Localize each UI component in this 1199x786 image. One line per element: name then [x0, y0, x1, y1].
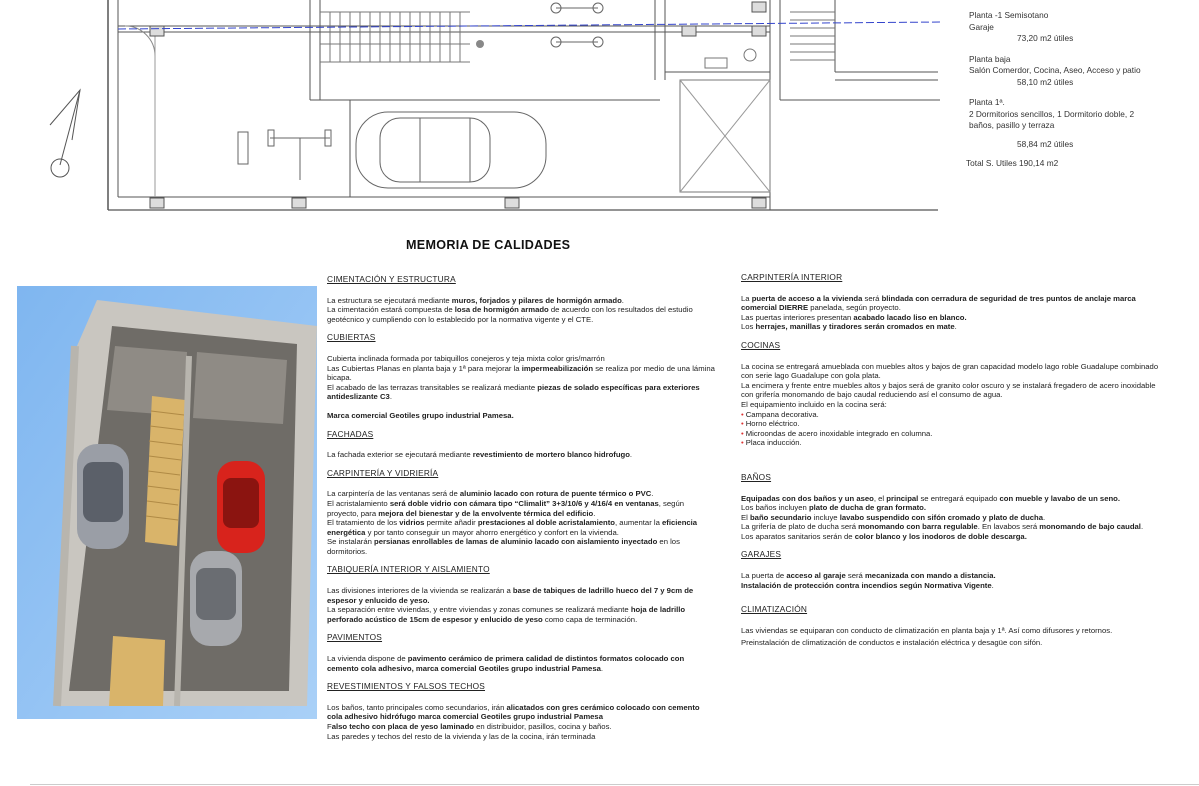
- right-column: [741, 273, 1161, 648]
- section-pavimentos-title: PAVIMENTOS: [327, 632, 383, 643]
- cubiertas-paragraph-3: El acabado de las terrazas transitables se realizará mediante piezas de solado específicas para exteriores antideslizante C3.: [327, 382, 700, 402]
- section-fachadas-title: FACHADAS: [327, 428, 374, 439]
- planta-primera: Planta 1ª.: [969, 97, 1005, 107]
- fachadas-paragraph: La fachada exterior se ejecutará mediante revestimiento de mortero blanco hidrofugo.: [327, 450, 633, 460]
- red-car-icon: [217, 461, 265, 553]
- garajes-paragraph-2: Instalación de protección contra incendios según Normativa Vigente.: [741, 580, 994, 590]
- section-cocinas-title: COCINAS: [741, 339, 781, 350]
- banos-paragraph-2: Los baños incluyen plato de ducha de gran formato.: [741, 503, 926, 513]
- grey-car-icon: [77, 444, 129, 549]
- pavimentos-paragraph: La vivienda dispone de pavimento cerámico de primera calidad de distintos formatos colocado con cemento cola adhesivo, marca comercial Geotiles grupo industrial Pamesa.: [327, 654, 685, 673]
- cocinas-paragraph-1: La cocina se entregará amueblada con muebles altos y bajos de gran capacidad modelo lago roble Guadalupe combinado con serie lago Guadalupe con gola plata.: [741, 361, 1159, 381]
- revestimientos-paragraph-3: Las paredes y techos del resto de la vivienda y las de la cocina, irán terminada: [327, 731, 596, 741]
- total-surface: Total S. Utiles 190,14 m2: [966, 158, 1059, 168]
- planta-primera-desc-2: baños, pasillo y terraza: [969, 120, 1055, 130]
- carpinteria-paragraph-3: El tratamiento de los vidrios permite añadir prestaciones al doble acristalamiento, aumentar la eficiencia energética y por tanto conseguir un mayor ahorro energético y confort en la vivienda.: [327, 518, 698, 537]
- cocinas-paragraph-3: El equipamiento incluido en la cocina será:: [741, 399, 887, 409]
- left-column: [327, 275, 716, 741]
- carpinteria-interior-paragraph-1: La puerta de acceso a la vivienda será blindada con cerradura de seguridad de tres puntos de anclaje marca comercial DIERRE panelada, según proyecto.: [741, 293, 1136, 313]
- planta-baja-desc: Salón Comerdor, Cocina, Aseo, Acceso y patio: [969, 65, 1141, 75]
- carpinteria-interior-paragraph-2: Las puertas interiores presentan acabado lacado liso en blanco.: [741, 312, 967, 322]
- cimentacion-paragraph-1: La estructura se ejecutará mediante muros, forjados y pilares de hormigón armado.: [327, 295, 624, 305]
- m2-primera: 58,84 m2 útiles: [1017, 138, 1074, 149]
- m2-baja: 58,10 m2 útiles: [1017, 76, 1074, 87]
- bottom-divider: [30, 784, 1199, 785]
- carpinteria-paragraph-4: Se instalarán persianas enrollables de lamas de aluminio lacado con aislamiento inyectado en los dormitorios.: [327, 537, 680, 556]
- carpinteria-paragraph-2: El acristalamiento será doble vidrio con cámara tipo “Climalit” 3+3/10/6 y 4/16/4 en ventanas, según proyecto, para mejora del bienestar y de la envolvente térmica del edificio.: [327, 498, 684, 518]
- cocina-item: • Placa inducción.: [741, 438, 802, 448]
- banos-paragraph-3: El baño secundario incluye lavabo suspendido con sifón cromado y plato de ducha.: [741, 512, 1046, 522]
- climatizacion-paragraph-1: Las viviendas se equiparan con conducto de climatización en planta baja y 1ª. Así como difusores y retornos.: [741, 625, 1113, 635]
- garajes-paragraph-1: La puerta de acceso al garaje será mecanizada con mando a distancia.: [741, 571, 996, 581]
- carpinteria-paragraph-1: La carpintería de las ventanas será de aluminio lacado con rotura de puente térmico o PVC.: [327, 489, 654, 499]
- planta-baja: Planta baja: [969, 53, 1011, 64]
- planta-sotano: Planta -1 Semisotano: [969, 10, 1049, 20]
- cubiertas-paragraph-2: Las Cubiertas Planas en planta baja y 1ª para mejorar la impermeabilización se realiza por medio de una lámina bicapa.: [327, 363, 715, 383]
- section-climatizacion-title: CLIMATIZACIÓN: [741, 604, 808, 615]
- tabiqueria-paragraph-1: Las divisiones interiores de la vivienda se realizarán a base de tabiques de ladrillo hueco del 7 y 9cm de espesor y enlucido de yeso.: [327, 586, 694, 605]
- section-tabiqueria-title: TABIQUERÍA INTERIOR Y AISLAMIENTO: [327, 564, 490, 575]
- revestimientos-paragraph-1: Los baños, tanto principales como secundarios, irán alicatados con gres cerámico colocado con cemento cola adhesivo hidrófugo marca comercial Geotiles grupo industrial Pamesa: [327, 702, 700, 722]
- revestimientos-paragraph-2: Falso techo con placa de yeso laminado en distribuidor, pasillos, cocina y baños.: [327, 722, 612, 731]
- planta-primera-desc: 2 Dormitorios sencillos, 1 Dormitorio doble, 2: [969, 108, 1135, 119]
- cocinas-paragraph-2: La encimera y frente entre muebles altos y bajos será de granito color oscuro y se instalará fregadero de acero inoxidable con grifería monomando de bajo caudal reduciendo así el consumo de agua.: [741, 380, 1156, 400]
- page-title: MEMORIA DE CALIDADES: [406, 238, 571, 252]
- cubiertas-brand: Marca comercial Geotiles grupo industrial Pamesa.: [327, 410, 514, 420]
- garage-3d-render: [17, 286, 317, 719]
- section-carpinteria-vidrieria-title: CARPINTERÍA Y VIDRIERÍA: [327, 467, 439, 478]
- section-garajes-title: GARAJES: [741, 549, 782, 560]
- section-cubiertas-title: CUBIERTAS: [327, 332, 376, 343]
- carpinteria-interior-paragraph-3: Los herrajes, manillas y tiradores serán cromados en mate.: [741, 322, 957, 332]
- cocina-item: • Horno eléctrico.: [741, 419, 800, 429]
- cocina-item: • Microondas de acero inoxidable integrado en columna.: [741, 428, 933, 438]
- banos-paragraph-1: Equipadas con dos baños y un aseo, el principal se entregará equipado con mueble y lavabo de un seno.: [741, 493, 1120, 503]
- tabiqueria-paragraph-2: La separación entre viviendas, y entre viviendas y zonas comunes se realizará mediante hoja de ladrillo perforado acústico de 15cm de espesor y enlucido de yeso como capa de terminación.: [327, 605, 686, 624]
- section-banos-title: BAÑOS: [741, 471, 772, 482]
- cubiertas-paragraph-1: Cubierta inclinada formada por tabiquillos conejeros y teja mixta color gris/marrón: [327, 353, 605, 363]
- car-icon: [356, 112, 546, 188]
- surface-summary: [966, 10, 1141, 170]
- cimentacion-paragraph-2: La cimentación estará compuesta de losa de hormigón armado de acuerdo con los resultados del estudio geotécnico y cumpliendo con lo establecido por la normativa vigente y el CTE.: [327, 305, 693, 324]
- section-revestimientos-title: REVESTIMIENTOS Y FALSOS TECHOS: [327, 681, 486, 692]
- gym-equipment-icon: [238, 130, 331, 180]
- section-carpinteria-interior-title: CARPINTERÍA INTERIOR: [741, 272, 843, 282]
- m2-sotano: 73,20 m2 útiles: [1017, 33, 1074, 43]
- north-arrow-icon: [50, 90, 80, 177]
- silver-car-icon: [190, 551, 242, 646]
- section-cimentacion-title: CIMENTACIÓN Y ESTRUCTURA: [327, 274, 456, 284]
- banos-paragraph-5: Los aparatos sanitarios serán de color blanco y los inodoros de doble descarga.: [741, 531, 1027, 541]
- banos-paragraph-4: La grifería de plato de ducha será monomando con barra regulable. En lavabos será monomando de bajo caudal.: [741, 522, 1144, 532]
- garaje: Garaje: [969, 21, 994, 32]
- cocina-item: • Campana decorativa.: [741, 409, 819, 419]
- climatizacion-paragraph-2: Preinstalación de climatización de conductos e instalación eléctrica y desagüe con sifón.: [741, 638, 1043, 648]
- garage-floor-plan: [0, 0, 940, 215]
